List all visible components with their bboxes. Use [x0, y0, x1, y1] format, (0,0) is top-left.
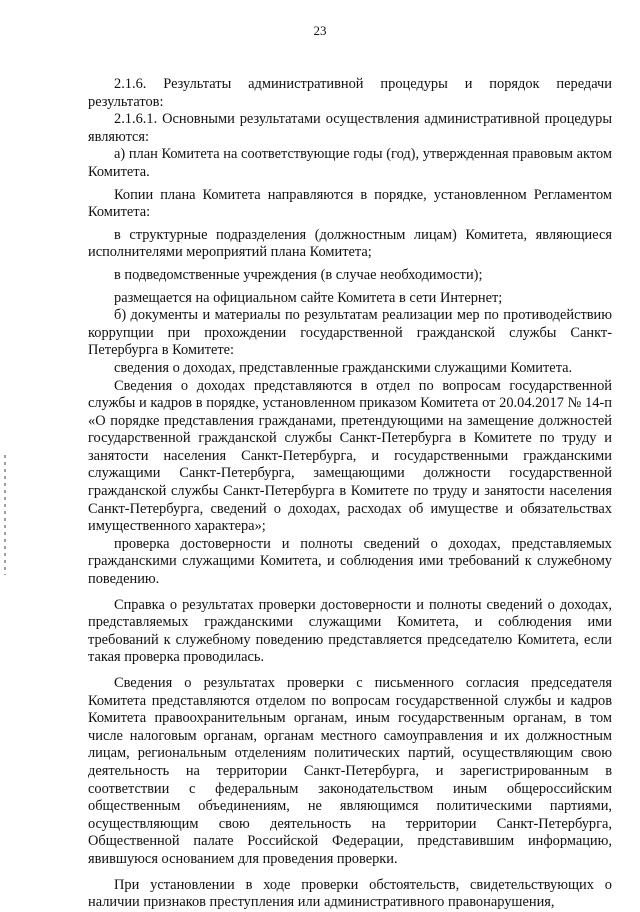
scan-margin-marks [4, 455, 6, 575]
document-body [88, 76, 612, 912]
paragraph: Сведения о результатах проверки с письменного согласия председателя Комитета представляются отделом по вопросам государственной службы и кадров Комитета правоохранительным органам, иным государственным органам, в том числе налоговым органам, органам местного самоуправления и их должностным лицам, региональным отделениям политических партий, осуществляющим свою деятельность на территории Санкт-Петербурга, и зарегистрированным в соответствии с федеральным законодательством иным общероссийским общественным объединениям, не являющимся политическими партиями, осуществляющим свою деятельность на территории Санкт-Петербурга, Общественной палате Российской Федерации, представившим информацию, явившуюся основанием для проведения проверки. [88, 675, 612, 867]
paragraph: При установлении в ходе проверки обстоятельств, свидетельствующих о наличии признаков преступления или административного правонарушения, [88, 876, 612, 911]
paragraph: в подведомственные учреждения (в случае необходимости); [114, 266, 483, 283]
page-number: 23 [313, 23, 327, 38]
paragraph: б) документы и материалы по результатам реализации мер по противодействию коррупции при прохождении государственной гражданской службы Санкт-Петербурга в Комитете: [88, 307, 612, 359]
paragraph: а) план Комитета на соответствующие годы (год), утвержденная правовым актом Комитета. [88, 146, 612, 180]
section-heading-2-1-6: 2.1.6. Результаты административной процедуры и порядок передачи результатов: [88, 76, 612, 110]
paragraph: проверка достоверности и полноты сведений о доходах, представляемых гражданскими служащими Комитета, и соблюдения ими требований к служебному поведению. [88, 535, 612, 588]
paragraph: сведения о доходах, представленные гражданскими служащими Комитета. [114, 359, 573, 376]
paragraph: в структурные подразделения (должностным лицам) Комитета, являющиеся исполнителями мероприятий плана Комитета; [88, 226, 612, 261]
paragraph: Сведения о доходах представляются в отдел по вопросам государственной службы и кадров в порядке, установленном приказом Комитета от 20.04.2017 № 14-п «О порядке представления гражданами, претендующими на замещение должностей государственной гражданской службы Санкт-Петербурга в Комитете по труду и занятости населения Санкт-Петербурга, и государственными гражданскими служащими Санкт-Петербурга, замещающими должности государственной гражданской службы Санкт-Петербурга в Комитете по труду и занятости населения Санкт-Петербурга, сведений о доходах, расходах об имуществе и обязательствах имущественного характера»; [88, 377, 612, 535]
paragraph: Копии плана Комитета направляются в порядке, установленном Регламентом Комитета: [88, 186, 612, 221]
paragraph: Справка о результатах проверки достоверности и полноты сведений о доходах, представляемых гражданскими служащими Комитета, и соблюдения ими требований к служебному поведению представляется председателю Комитета, если такая проверка проводилась. [88, 596, 612, 666]
paragraph: размещается на официальном сайте Комитета в сети Интернет; [114, 289, 503, 306]
paragraph: 2.1.6.1. Основными результатами осуществления административной процедуры являются: [88, 111, 612, 145]
